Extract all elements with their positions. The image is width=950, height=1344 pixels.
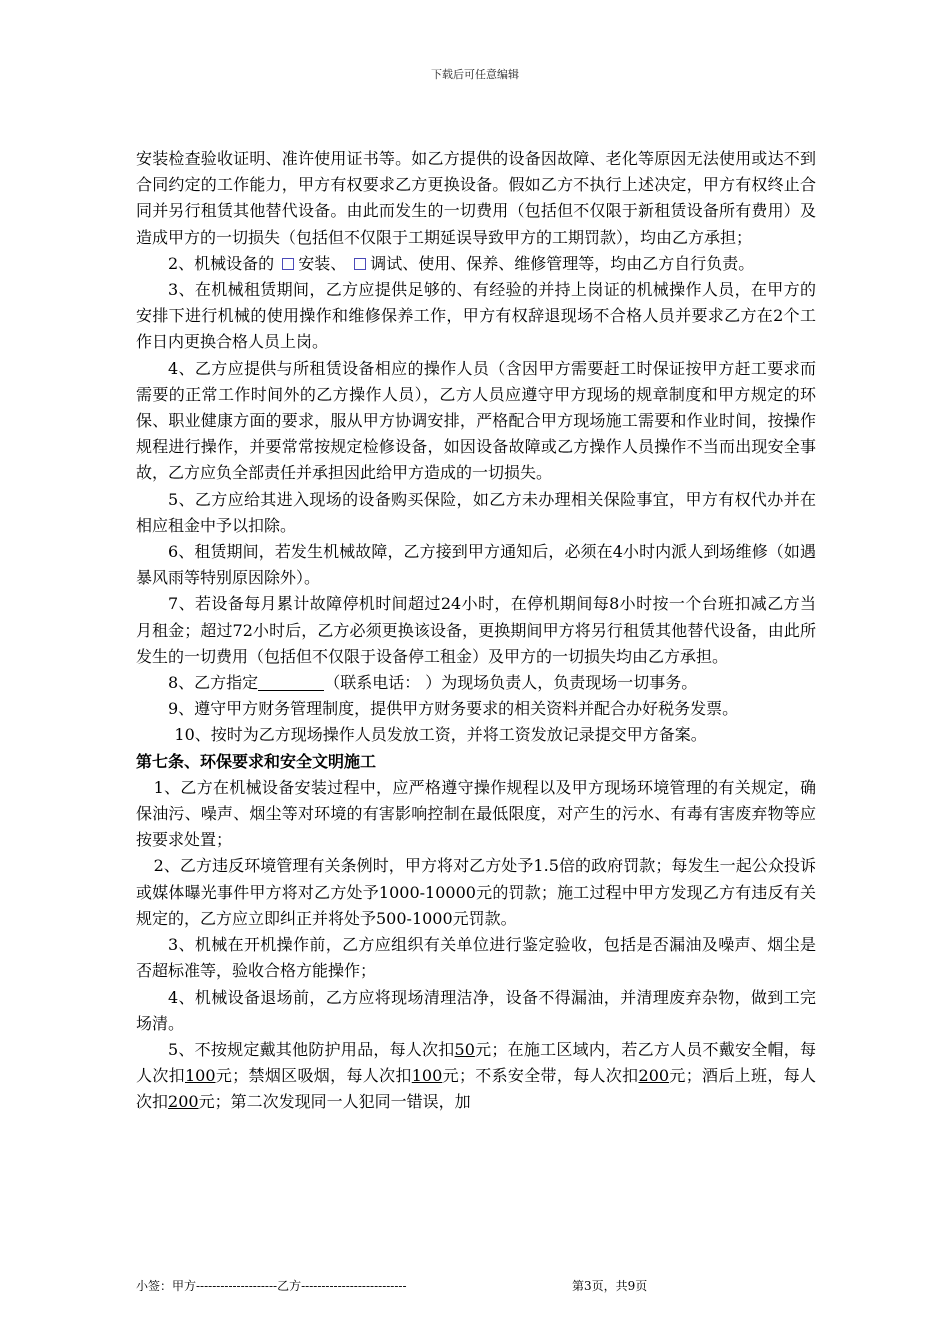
checkbox-debug[interactable] [354, 258, 366, 270]
env-clause-5 [136, 1037, 816, 1116]
fine-value-helmet: 100 [184, 1066, 216, 1086]
clause-8-rest: （联系电话： ）为现场负责人，负责现场一切事务。 [324, 673, 698, 693]
checkbox-install[interactable] [282, 258, 294, 270]
section-heading-7: 第七条、环保要求和安全文明施工 [136, 751, 377, 771]
clause-2-option-install: 安装、 [298, 253, 347, 273]
fine-value-smoking: 100 [411, 1066, 443, 1086]
clause-9: 9、遵守甲方财务管理制度，提供甲方财务要求的相关资料并配合办好税务发票。 [168, 699, 739, 719]
clause-7: 7、若设备每月累计故障停机时间超过24小时，在停机期间每8小时按一个台班扣减乙方当月租金；超过72小时后，乙方必须更换该设备，更换期间甲方将另行租赁其他替代设备，由此所发生的一切费用（包括但不仅限于设备停工租金）及甲方的一切损失均由乙方承担。 [136, 594, 816, 666]
clause-2 [136, 251, 816, 277]
env-clause-5-text-a: 5、不按规定戴其他防护用品，每人次扣 [168, 1039, 455, 1059]
clause-2-text: 2、机械设备的 [168, 253, 275, 273]
document-body [136, 146, 816, 1116]
env-clause-5-text-d: 元；不系安全带，每人次扣 [442, 1066, 639, 1086]
clause-8 [136, 670, 816, 696]
fine-value-safety-belt: 200 [638, 1066, 670, 1086]
page-number: 第3页，共9页 [572, 1279, 648, 1293]
clause-8-text: 8、乙方指定 [168, 673, 259, 693]
fine-value-protective: 50 [454, 1039, 475, 1059]
fine-value-drinking: 200 [168, 1092, 199, 1112]
clause-6: 6、租赁期间，若发生机械故障，乙方接到甲方通知后，必须在4小时内派人到场维修（如遇暴风雨等特别原因除外）。 [136, 542, 816, 588]
clause-10: 10、按时为乙方现场操作人员发放工资，并将工资发放记录提交甲方备案。 [174, 725, 707, 745]
clause-4: 4、乙方应提供与所租赁设备相应的操作人员（含因甲方需要赶工时保证按甲方赶工要求而需要的正常工作时间外的乙方操作人员），乙方人员应遵守甲方现场的规章制度和甲方规定的环保、职业健康方面的要求，服从甲方协调安排，严格配合甲方现场施工需要和作业时间，按操作规程进行操作，并要常常按规定检修设备，如因设备故障或乙方操作人员操作不当而出现安全事故，乙方应负全部责任并承担因此给甲方造成的一切损失。 [136, 358, 816, 483]
env-clause-5-text-e: 元；酒后上班，每人次扣 [136, 1066, 816, 1112]
responsible-person-blank[interactable] [258, 674, 324, 691]
env-clause-5-text-f: 元；第二次发现同一人犯同一错误，加 [198, 1092, 471, 1112]
env-clause-1: 1、乙方在机械设备安装过程中，应严格遵守操作规程以及甲方现场环境管理的有关规定，确保油污、噪声、烟尘等对环境的有害影响控制在最低限度，对产生的污水、有毒有害废弃物等应按要求处置； [136, 777, 816, 850]
clause-2-option-rest: 调试、使用、保养、维修管理等，均由乙方自行负责。 [370, 253, 755, 273]
paragraph-continuation: 安装检查验收证明、准许使用证书等。如乙方提供的设备因故障、老化等原因无法使用或达不到合同约定的工作能力，甲方有权要求乙方更换设备。假如乙方不执行上述决定，甲方有权终止合同并另行租赁其他替代设备。由此而发生的一切费用（包括但不仅限于新租赁设备所有费用）及造成甲方的一切损失（包括但不仅限于工期延误导致甲方的工期罚款），均由乙方承担； [136, 149, 816, 247]
env-clause-3: 3、机械在开机操作前，乙方应组织有关单位进行鉴定验收，包括是否漏油及噪声、烟尘是否超标准等，验收合格方能操作； [136, 935, 816, 981]
signature-line: 小签：甲方--------------------乙方-------------------------- [136, 1279, 407, 1293]
env-clause-5-text-c: 元；禁烟区吸烟，每人次扣 [215, 1066, 412, 1086]
clause-5: 5、乙方应给其进入现场的设备购买保险，如乙方未办理相关保险事宜，甲方有权代办并在相应租金中予以扣除。 [136, 489, 816, 535]
env-clause-2: 2、乙方违反环境管理有关条例时，甲方将对乙方处予1.5倍的政府罚款；每发生一起公众投诉或媒体曝光事件甲方将对乙方处予1000-10000元的罚款；施工过程中甲方发现乙方有违反有关规定的，乙方应立即纠正并将处予500-1000元罚款。 [136, 856, 816, 928]
env-clause-5-text-b: 元；在施工区域内，若乙方人员不戴安全帽，每人次扣 [136, 1039, 816, 1086]
page-header-note: 下载后可任意编辑 [431, 68, 519, 81]
clause-3: 3、在机械租赁期间，乙方应提供足够的、有经验的并持上岗证的机械操作人员，在甲方的安排下进行机械的使用操作和维修保养工作，甲方有权辞退现场不合格人员并要求乙方在2个工作日内更换合格人员上岗。 [136, 280, 816, 352]
env-clause-4: 4、机械设备退场前，乙方应将现场清理洁净，设备不得漏油，并清理废弃杂物，做到工完场清。 [136, 987, 816, 1033]
